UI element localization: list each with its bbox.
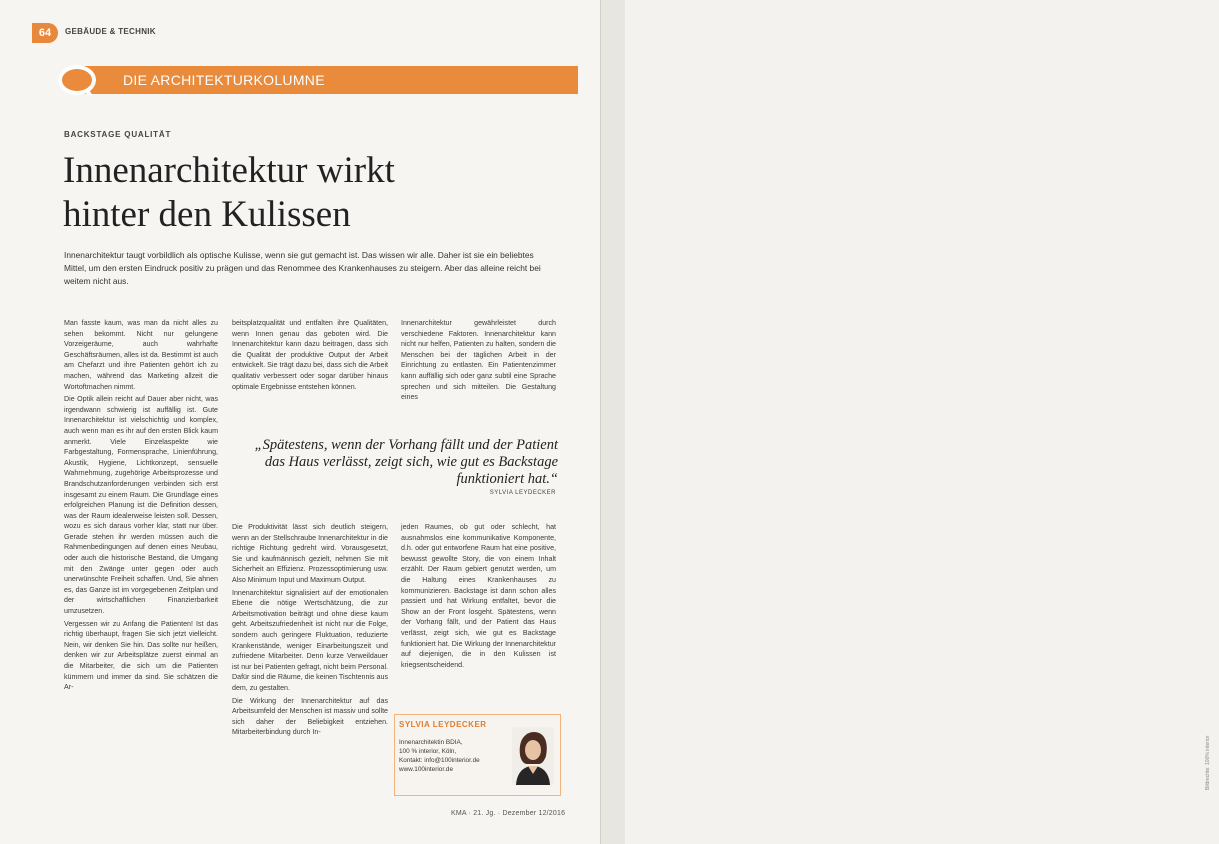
body-paragraph: jeden Raumes, ob gut oder schlecht, hat ausnahmslos eine kommunikative Komponente, d.h. oder gut entworfene Raum hat eine positive, bewusst gewollte Story, die von einem Inhalt erzählt. Der Raum gebiert genutzt werden, um die Haltung eines Krankenhauses zu kommunizieren. Backstage ist dann schon alles passiert und hat Wirkung entfaltet, bevor die Show an der Front losgeht. Spätestens, wenn der Vorhang fällt, und der Patient das Haus verlässt, zeigt sich, wie gut es Backstage funktioniert hat. Die Wirkung der Innenarchitektur auf diejenigen, die in den Kulissen ist kriegsentscheidend. [401,523,556,669]
author-name: SYLVIA LEYDECKER [399,720,487,729]
body-paragraph: Vergessen wir zu Anfang die Patienten! Ist das richtig überhaupt, fragen Sie sich jetzt vielleicht. Nein, wir denken Sie hin. Das sollte nur heißen, denken wir zur Arbeitsplätze zuerst einmal an die Mitarbeiter, die sich um die Patienten kümmern und immer da sind. Sie schätzen die Ar- [64,619,218,692]
speech-bubble-icon [57,63,105,97]
author-box [394,714,561,796]
body-paragraph: Innenarchitektur gewährleistet durch verschiedene Faktoren. Innenarchitektur kann nicht nur helfen, Patienten zu halten, sondern die Menschen bei der täglichen Arbeit in der Einrichtung zu entlasten. Ein Patientenzimmer kann auffällig sich oder ganz subtil eine Sprache sprechen und sich mitteilen. Die Gestaltung eines [401,319,556,402]
author-contact[interactable]: Kontakt: info@100interior.de [399,757,480,764]
body-column-2-bottom [232,522,388,740]
scan-edge [600,0,1211,844]
body-paragraph: beitsplatzqualität und entfalten ihre Qualitäten, wenn Innen genau das geboten wird. Die Innenarchitektur kann dazu beitragen, dass sich die Qualität der produktive Output der Arbeit entwickelt. Sie trägt dazu bei, dass sich die Arbeit qualitativ verbessert oder sogar darüber hinaus optimale Ergebnisse entstehen können. [232,319,388,391]
body-column-3-top [401,318,556,405]
banner-title: DIE ARCHITEKTURKOLUMNE [123,72,325,88]
author-info-line: 100 % interior, Köln, [399,748,457,755]
body-column-3-bottom [401,522,556,672]
body-paragraph: Die Wirkung der Innenarchitektur auf das Arbeitsumfeld der Menschen ist massiv und sollte sich daher der Beliebigkeit entziehen. Mitarbeiterbindung durch In- [232,696,388,737]
author-portrait [512,727,554,785]
article-lead: Innenarchitektur taugt vorbildlich als optische Kulisse, wenn sie gut gemacht ist. Das wissen wir alle. Daher ist sie ein beliebtes Mittel, um den ersten Eindruck positiv zu prägen und das Renommee des Krankenhauses zu steigern. Aber das alleine reicht bei weitem nicht aus. [64,250,541,286]
body-column-1 [64,318,218,695]
pull-quote-author: SYLVIA LEYDECKER [489,490,556,496]
author-info [399,738,503,774]
author-info-line: Innenarchitektin BDIA, [399,739,463,746]
author-website-link[interactable]: www.100interior.de [399,766,453,773]
body-paragraph: Man fasste kaum, was man da nicht alles zu sehen bekommt. Nicht nur gelungene Vorzeigeräume, auch wahrhafte Geschäftsräumen, alles ist da. Bestimmt ist auch am Chefarzt und ihre Patienten gehört ich zu machen, während das Marketing allzeit die Wortoftmachen nimmt. [64,319,218,391]
section-label: GEBÄUDE & TECHNIK [65,27,156,36]
column-banner [62,66,578,94]
pull-quote [240,437,558,488]
headline-line: Innenarchitektur wirkt [63,150,395,191]
page-footer: KMA · 21. Jg. · Dezember 12/2016 [451,810,566,817]
headline-line: hinter den Kulissen [63,194,351,235]
body-paragraph: Die Optik allein reicht auf Dauer aber nicht, was irgendwann schwierig ist auffällig ist. Gute Innenarchitektur ist vielschichtig und komplex, auch wenn man es ihr auf den ersten Blick kaum anmerkt. Viele Einzelaspekte wie Farbgestaltung, Formensprache, Linienführung, Akustik, Hygiene, Lichtkonzept, sensuelle Wahrnehmung, zugehörige Arbeitsprozesse und Brandschutzanforderungen verbinden sich erst insgesamt zu einem Raum. Die Grundlage eines erfolgreichen Planung ist die Definition dessen, was der Raum idealerweise leisten soll. Dessen, wozu es sich daraus vorher klar, statt nur über. Gerade stehen ihr werden müssen auch die Rahmenbedingungen auf denen eines Neubau, oder auch die historische Bestand, die Umgang mit den Zwänge unter gegen oder auch unerwünschte Freiheit schaffen. Und, Sie ahnen es, das Ganze ist im vorgegebenen Zeitplan und der wirtschaftlichen Finanzierbarkeit umzusetzen. [64,395,218,616]
pull-quote-line: „Spätestens, wenn der Vorhang fällt und der Patient [254,437,558,453]
pull-quote-line: das Haus verlässt, zeigt sich, wie gut es Backstage [264,454,558,470]
side-credit: Bildrechte: 100% interior [1205,735,1211,790]
article-headline [63,149,543,237]
body-paragraph: Innenarchitektur signalisiert auf der emotionalen Ebene die nötige Wertschätzung, die zur Arbeitsmotivation beiträgt und ohne diese kaum geht. Arbeitszufriedenheit ist nicht nur die Folge, sondern auch geringere Fluktuation, reduzierte Krankenstände, weniger Einarbeitungszeit und zufriedene Mitarbeiter. Denn kurze Verweildauer ist nur bei Patienten gefragt, nicht beim Personal. Dafür sind die Räume, die keinen Tischtennis aus dem, zu gestalten. [232,588,388,692]
page-number-badge: 64 [32,23,58,43]
body-paragraph: Die Produktivität lässt sich deutlich steigern, wenn an der Stellschraube Innenarchitektur in die richtige Richtung gedreht wird. Vorausgesetzt, Sie und kaufmännisch gezielt, nehmen Sie mit Sicherheit an Effizienz. Prozessoptimierung usw. Also Minimum Input und Maximum Output. [232,523,388,584]
pull-quote-line: funktioniert hat.“ [456,471,558,487]
article-kicker: BACKSTAGE QUALITÄT [64,130,172,139]
body-column-2-top [232,318,388,394]
